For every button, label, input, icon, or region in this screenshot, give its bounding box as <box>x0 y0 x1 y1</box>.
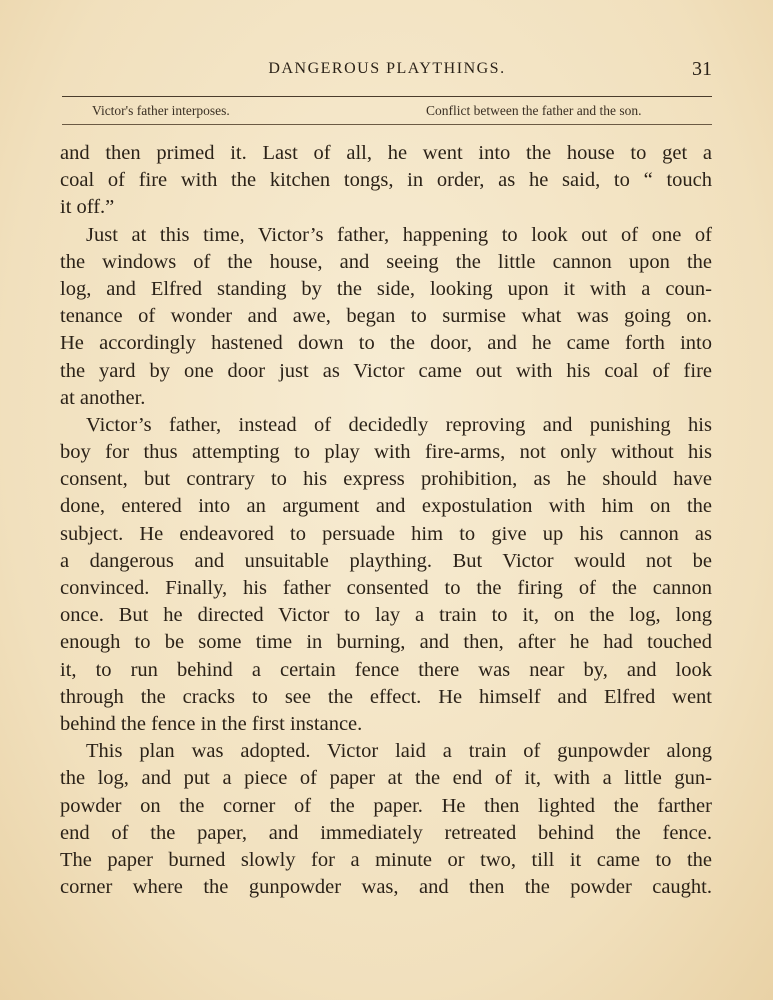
text-line: once. But he directed Victor to lay a train to it, on the log, long <box>60 604 712 627</box>
marginal-rule <box>62 124 712 125</box>
text-line: the log, and put a piece of paper at the end of it, with a little gun- <box>60 767 712 790</box>
page-number: 31 <box>692 58 712 80</box>
text-line: The paper burned slowly for a minute or two, till it came to the <box>60 848 712 871</box>
text-line: enough to be some time in burning, and then, after he had touched <box>60 631 712 654</box>
text-line: boy for thus attempting to play with fire-arms, not only without his <box>60 441 712 464</box>
text-line: coal of fire with the kitchen tongs, in order, as he said, to “ touch <box>60 169 712 192</box>
text-line: log, and Elfred standing by the side, looking upon it with a coun- <box>60 277 712 300</box>
text-line: done, entered into an argument and expostulation with him on the <box>60 495 712 518</box>
marginal-note-right: Conflict between the father and the son. <box>426 103 642 118</box>
text-line: corner where the gunpowder was, and then the powder caught. <box>60 876 712 899</box>
text-line: a dangerous and unsuitable plaything. But Victor would not be <box>60 549 712 572</box>
text-line: the windows of the house, and seeing the little cannon upon the <box>60 250 712 273</box>
text-line: it off.” <box>60 196 115 219</box>
body-text <box>60 140 712 901</box>
text-line: consent, but contrary to his express prohibition, as he should have <box>60 468 712 491</box>
text-line: behind the fence in the first instance. <box>60 712 363 735</box>
text-line: through the cracks to see the effect. He himself and Elfred went <box>60 685 712 708</box>
text-line: and then primed it. Last of all, he went into the house to get a <box>60 142 712 164</box>
text-line: the yard by one door just as Victor came out with his coal of fire <box>60 359 712 382</box>
text-line: subject. He endeavored to persuade him to give up his cannon as <box>60 522 712 545</box>
text-line: end of the paper, and immediately retreated behind the fence. <box>60 821 712 844</box>
text-line: it, to run behind a certain fence there was near by, and look <box>60 658 712 681</box>
running-title: DANGEROUS PLAYTHINGS. <box>268 60 506 77</box>
text-line: He accordingly hastened down to the door, and he came forth into <box>60 332 712 355</box>
text-line: tenance of wonder and awe, began to surmise what was going on. <box>60 305 712 328</box>
text-line: powder on the corner of the paper. He then lighted the farther <box>60 794 712 817</box>
text-line: Just at this time, Victor’s father, happening to look out of one of <box>86 223 712 246</box>
text-line: at another. <box>60 386 146 409</box>
text-line: Victor’s father, instead of decidedly reproving and punishing his <box>86 413 712 436</box>
text-line: convinced. Finally, his father consented to the firing of the cannon <box>60 577 712 599</box>
text-line: This plan was adopted. Victor laid a train of gunpowder along <box>86 740 712 763</box>
header-rule <box>62 96 712 97</box>
marginal-note-left: Victor's father interposes. <box>92 103 230 118</box>
running-head <box>62 58 712 88</box>
